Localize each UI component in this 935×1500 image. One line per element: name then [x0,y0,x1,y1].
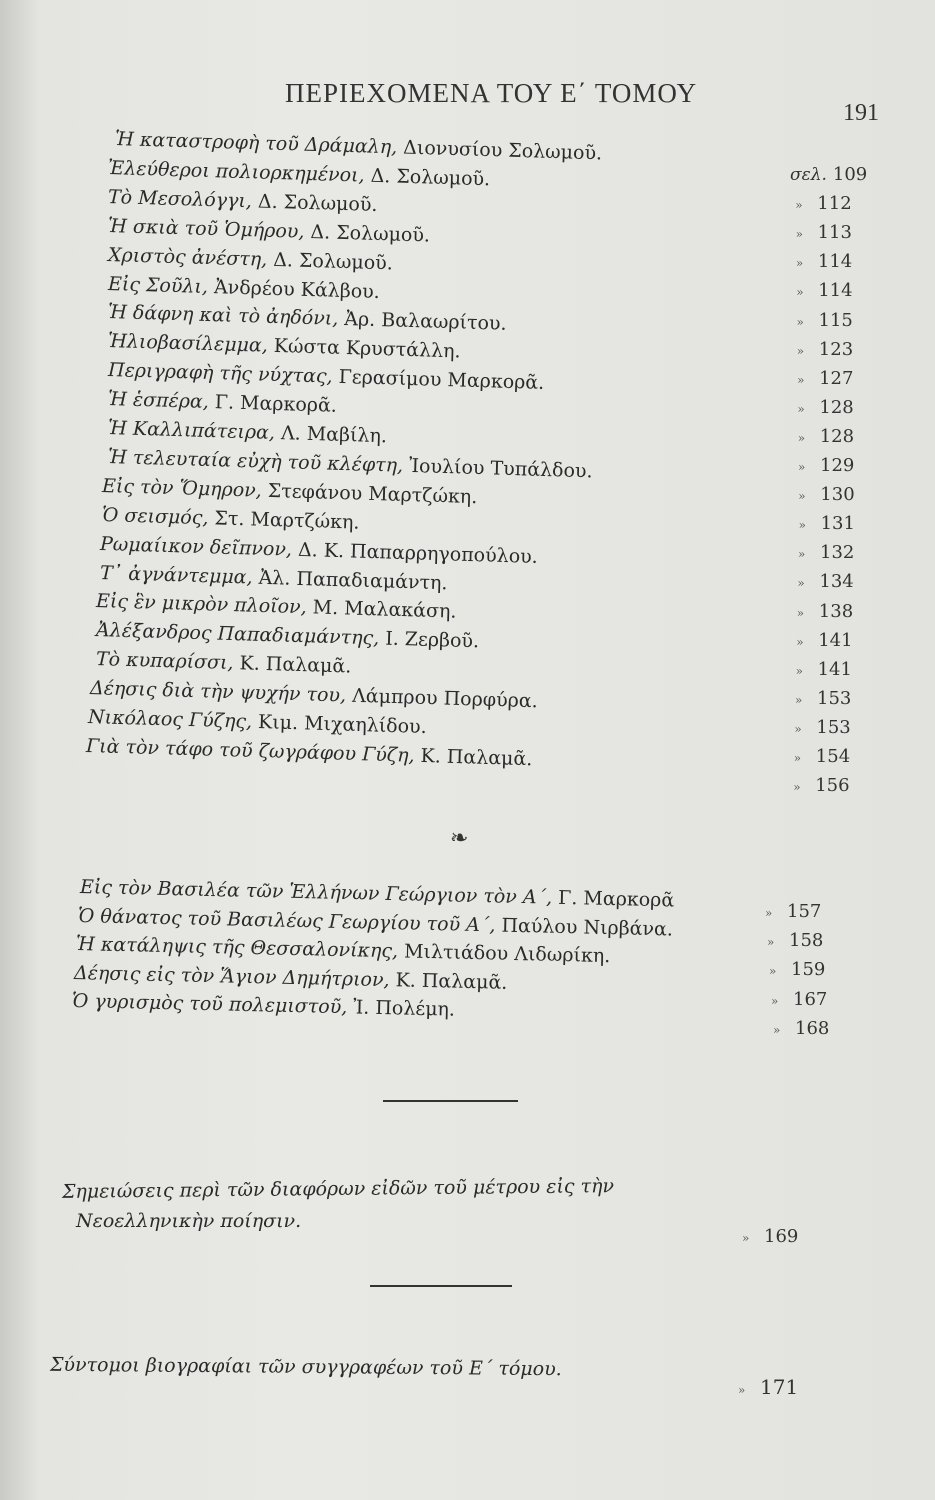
toc-entry-author: Δ. Σολωμοῦ. [310,220,431,247]
toc-entry-author: Στ. Μαρτζώκη. [214,507,360,534]
page-value: 167 [793,988,828,1010]
page-value: 131 [820,513,855,535]
toc-entry-page [793,775,849,796]
page-mark: » [773,1022,781,1037]
toc-entry-title: Ἡ κατάληψις τῆς Θεσσαλονίκης, [75,933,405,963]
toc-entry-title: Ἀλέξανδρος Παπαδιαμάντης, [95,619,386,650]
notes-line-2: Νεοελληνικὴν ποίησιν. [76,1210,302,1232]
toc-entry [102,504,360,538]
toc-entry-author: Ἰουλίου Τυπάλδου. [408,454,593,483]
toc-entry-title: Ὁ σεισμός, [101,503,215,530]
toc-entry-page [771,989,827,1010]
toc-entry-page [796,222,852,243]
page-value: 112 [817,193,852,215]
toc-entry-title: Ἡ δάφνη καὶ τὸ ἀηδόνι, [107,301,345,331]
toc-entry-author: Γ. Μαρκορᾶ [557,886,675,912]
toc-entry-author: Λάμπρου Πορφύρα. [351,684,539,713]
page-value: 141 [817,658,852,680]
toc-entry-author: Ἀλ. Παπαδιαμάντη. [258,566,448,594]
toc-entry-page [798,426,854,447]
divider-rule [370,1285,512,1287]
toc-entry-title: Ἡ Καλλιπάτειρα, [107,417,282,445]
page-label: σελ. [790,165,827,185]
toc-entry-page [765,901,821,922]
toc-entry-author: Παύλου Νιρβάνα. [501,914,674,940]
toc-entry-title: Τὸ Μεσολόγγι, [107,185,259,213]
page-value: 168 [795,1017,830,1039]
page-value: 109 [832,164,868,185]
section-ornament: ❧ [450,826,469,851]
toc-entry-title: Ὁ θάνατος τοῦ Βασιλέως Γεωργίου τοῦ Α΄, [77,904,502,937]
page-value: 113 [817,222,852,244]
page-header-title: ΠΕΡΙΕΧΟΜΕΝΑ ΤΟΥ Ε΄ ΤΟΜΟΥ [285,78,698,108]
toc-entry-title: Ἡ σκιὰ τοῦ Ὁμήρου, [107,214,311,243]
toc-entry-author: Ἀρ. Βαλαωρίτου. [344,308,507,336]
page-mark: » [769,964,777,979]
toc-entry-page [796,659,852,680]
toc-entry-author: Κ. Παλαμᾶ. [395,968,508,994]
page-value: 128 [819,425,855,447]
page-mark: » [738,1383,746,1397]
toc-entry-title: Ἡ τελευταία εὐχὴ τοῦ κλέφτη, [107,445,410,477]
toc-entry-title: Τὸ κυπαρίσσι, [95,648,240,675]
page-value: 159 [791,959,826,981]
toc-entry-title: Ἐλεύθεροι πολιορκημένοι, [107,156,371,187]
toc-entry-title: Δέησις διὰ τὴν ψυχήν του, [89,677,353,707]
toc-entry-author: Δ. Σολωμοῦ. [257,190,378,216]
toc-entry-page [796,630,852,651]
page-mark: » [796,285,804,300]
toc-entry-title: Γιὰ τὸν τάφο τοῦ ζωγράφου Γύζη, [85,734,421,767]
page-mark: » [796,634,804,649]
page-mark: » [795,692,803,707]
toc-entry-author: Κώστα Κρυστάλλη. [273,335,461,363]
page-value: 157 [787,901,822,922]
toc-entry-page [797,397,853,418]
toc-entry-title: Ἡ καταστροφὴ τοῦ Δράμαλη, [114,128,404,159]
page-value: 138 [818,600,854,622]
page-mark: » [797,576,805,591]
page-mark: » [795,198,803,213]
page-mark: » [771,993,779,1008]
toc-entry [96,648,352,682]
toc-entry-title: Ρωμαίικον δεῖπνον, [99,532,299,561]
notes-line-1: Σημειώσεις περὶ τῶν διαφόρων εἰδῶν τοῦ μέτρου εἰς τὴν [61,1175,615,1203]
page-value: 130 [820,484,855,506]
page-number: 191 [843,100,879,126]
toc-entry [108,388,338,421]
page-value: 114 [817,251,853,273]
page-mark: » [765,906,773,920]
toc-entry [108,244,394,278]
page-mark: » [798,460,806,474]
toc-entry-author: Δ. Σολωμοῦ. [272,248,394,275]
toc-entry [86,735,533,774]
bios-entry: Σύντομοι βιογραφίαι τῶν συγγραφέων τοῦ Ε΄ τόμου. [49,1353,562,1381]
toc-entry-title: Εἰς τὸν Ὅμηρον, [101,474,269,502]
page-mark: » [797,401,805,416]
toc-entry-page [795,688,851,709]
page-value: 132 [820,542,855,564]
page-value: 141 [818,629,853,651]
toc-entry-author: Κ. Παλαμᾶ. [239,652,352,678]
toc-entry-page [797,310,853,331]
toc-entry-page [797,571,853,592]
toc-entry-page [797,601,853,622]
page-mark: » [793,780,801,795]
toc-entry-title: Ἡ ἑσπέρα, [107,388,216,414]
toc-entry [108,186,378,220]
toc-entry-page [799,513,855,534]
toc-entry-author: Δ. Κ. Παπαρρηγοπούλου. [297,538,539,568]
page-mark: » [797,372,805,387]
page-value: 153 [817,687,852,709]
bios-page: » 171 [738,1375,799,1399]
notes-page: » 169 [742,1226,799,1247]
toc-entry-title: Περιγραφὴ τῆς νύχτας, [107,359,340,389]
page-mark: » [795,227,803,242]
toc-entry-page [795,193,851,214]
page-mark: » [798,489,806,504]
toc-entry-page [798,542,854,563]
toc-entry-page [798,455,854,476]
page-value: 154 [815,746,851,767]
page-mark: » [797,430,806,445]
page-mark: » [798,518,806,533]
page-value: 153 [816,716,851,738]
divider-rule [383,1100,518,1102]
toc-entry-author: Γερασίμου Μαρκορᾶ. [338,366,545,395]
toc-entry-page [773,1018,829,1039]
toc-entry-page [794,717,850,738]
toc-entry-page [769,959,825,980]
toc-entry-page [796,251,852,272]
page-mark: » [767,935,775,950]
page-mark: » [795,256,804,271]
toc-entry-page [767,930,823,951]
toc-entry-title: Ἡλιοβασίλεμμα, [107,330,275,358]
page-mark: » [796,605,805,620]
toc-entry-page [794,746,850,767]
page-value: 127 [819,367,854,389]
toc-entry-author: Κ. Παλαμᾶ. [420,744,533,771]
page-value: 115 [818,309,853,331]
toc-entry-page [797,339,853,360]
page-value: 134 [819,571,854,593]
toc-entry-author: Ι. Ζερβοῦ. [384,627,480,653]
page-value: 114 [818,280,853,302]
page-mark: » [796,314,804,329]
toc-entry-title: Τ᾽ ἀγνάντεμμα, [99,561,259,589]
toc-entry-page [790,164,867,185]
page-mark: » [795,663,803,678]
toc-entry-author: Στεφάνου Μαρτζώκη. [267,479,478,508]
toc-entry-title: Χριστὸς ἀνέστη, [107,243,274,271]
toc-entry-author: Γ. Μαρκορᾶ. [214,391,338,417]
toc-entry-page [796,280,852,301]
toc-entry-title: Ὁ γυρισμὸς τοῦ πολεμιστοῦ, [71,990,354,1019]
page-mark: » [796,343,805,358]
page-mark: » [798,547,806,562]
page-value: 158 [789,930,824,952]
page-value: 129 [820,455,855,476]
toc-entry-author: Κιμ. Μιχαηλίδου. [257,711,428,739]
toc-entry-title: Εἰς ἓν μικρὸν πλοῖον, [95,590,314,619]
toc-entry-author: Διονυσίου Σολωμοῦ. [402,136,603,165]
page-mark: » [742,1231,750,1245]
page-value: 156 [815,775,850,797]
toc-entry-page [798,484,854,505]
toc-entry-title: Νικόλαος Γύζης, [87,706,259,734]
toc-entry-author: Λ. Μαβίλη. [280,422,388,448]
page-mark: » [793,751,802,765]
toc-entry-title: Δέησις εἰς τὸν Ἅγιον Δημήτριον, [73,961,396,991]
toc-entry-page [797,368,853,389]
page-value: 123 [818,338,854,360]
toc-entry [108,417,388,451]
toc-entry-author: Μιλτιάδου Λιδωρίκη. [403,940,611,968]
page-mark: » [794,721,802,736]
toc-entry-title: Εἰς Σοῦλι, [107,272,215,298]
toc-entry-author: Δ. Σολωμοῦ. [370,164,491,191]
toc-entry-author: Ἀνδρέου Κάλβου. [213,275,381,303]
toc-entry-author: Ἰ. Πολέμη. [353,996,456,1021]
page-value: 128 [819,396,854,418]
toc-entry-author: Μ. Μαλακάση. [312,596,457,624]
toc-entry-title: Εἰς τὸν Βασιλέα τῶν Ἑλλήνων Γεώργιον τὸν Α΄, [79,876,559,909]
